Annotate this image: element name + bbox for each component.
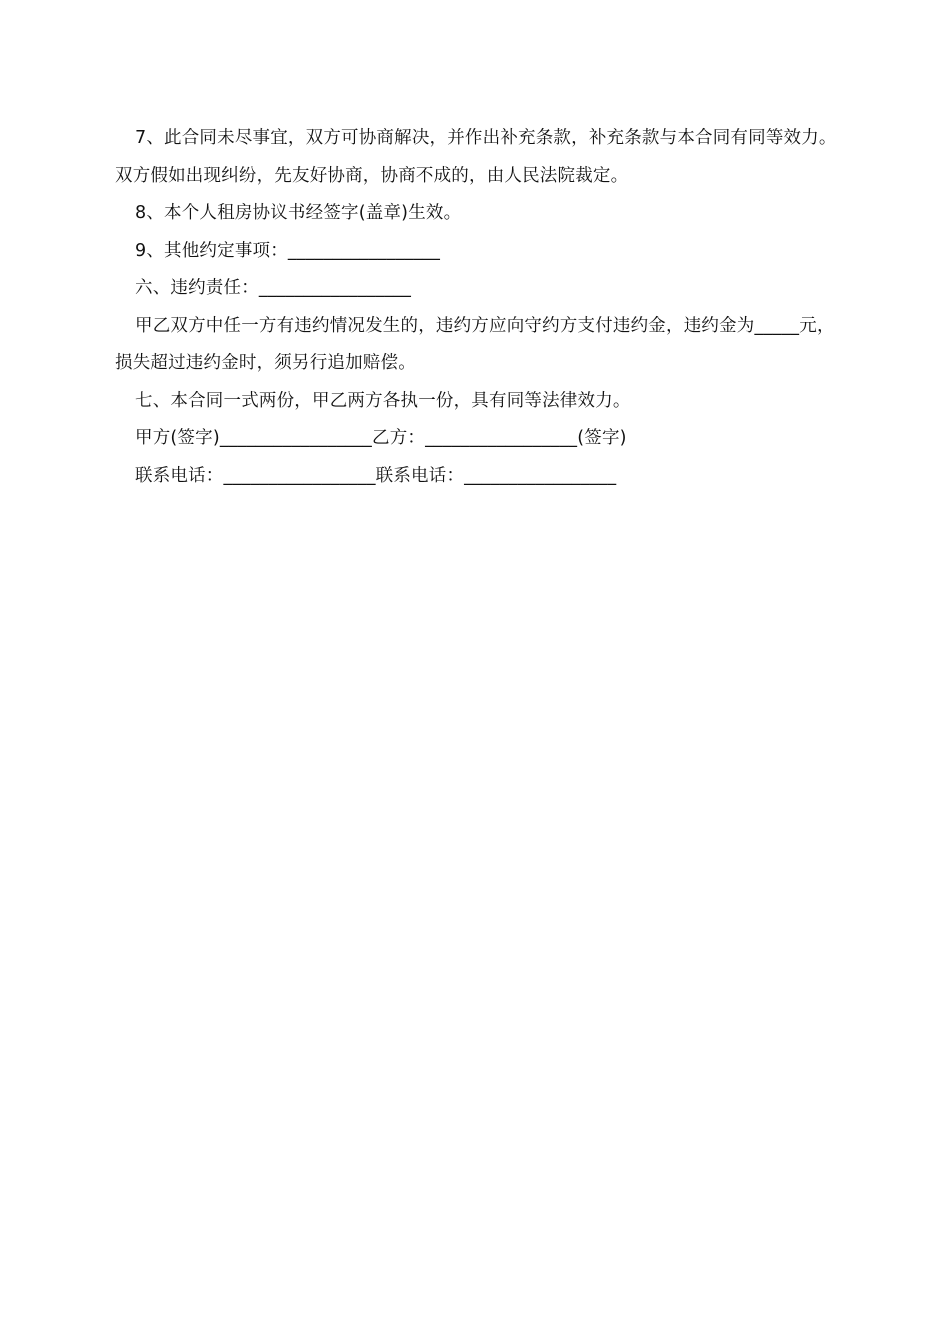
document-body	[115, 120, 840, 495]
section-6-heading: 六、违约责任：_________________	[135, 278, 412, 298]
clause-8-paragraph: 8、本个人租房协议书经签字(盖章)生效。	[135, 203, 462, 223]
clause-7-paragraph: 7、此合同未尽事宜，双方可协商解决，并作出补充条款，补充条款与本合同有同等效力。双方假如出现纠纷，先友好协商，协商不成的，由人民法院裁定。	[115, 128, 837, 186]
breach-paragraph: 甲乙双方中任一方有违约情况发生的，违约方应向守约方支付违约金，违约金为_____元，损失超过违约金时，须另行追加赔偿。	[115, 315, 835, 373]
contact-phone-line: 联系电话：_________________联系电话：_________________	[135, 465, 617, 486]
clause-9-paragraph: 9、其他约定事项：_________________	[135, 240, 441, 261]
signature-line: 甲方(签字)_________________乙方：_________________(签字)	[135, 428, 627, 448]
section-7-paragraph: 七、本合同一式两份，甲乙两方各执一份，具有同等法律效力。	[135, 390, 631, 411]
